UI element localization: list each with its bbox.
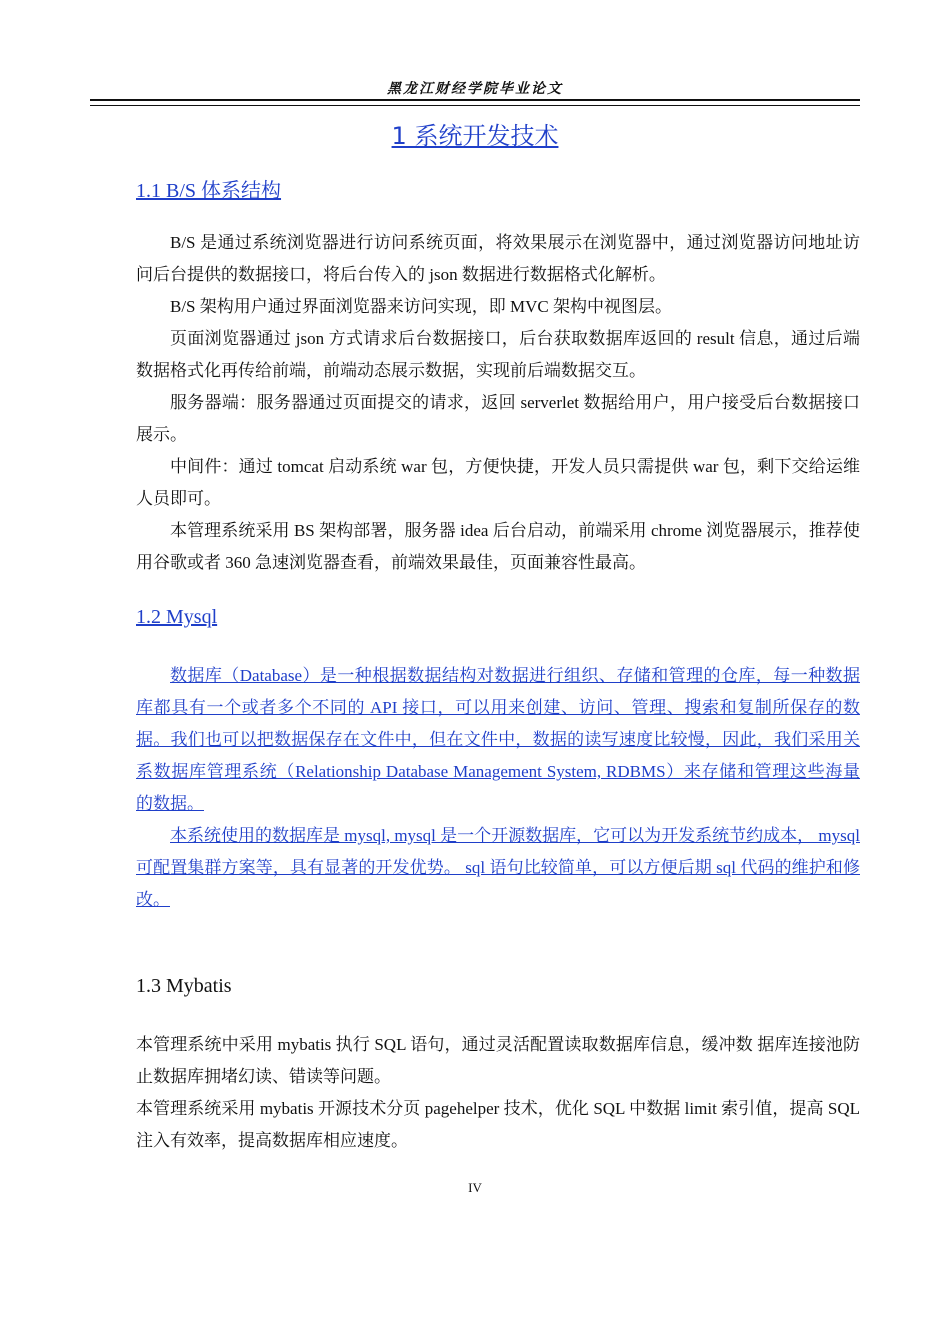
paragraph: 本管理系统中采用 mybatis 执行 SQL 语句，通过灵活配置读取数据库信息，缓冲数 据库连接池防止数据库拥堵幻读、错读等问题。 (136, 1035, 860, 1086)
paragraph: 中间件：通过 tomcat 启动系统 war 包，方便快捷，开发人员只需提供 war 包，剩下交给运维人员即可。 (136, 457, 860, 508)
paragraph: B/S 是通过系统浏览器进行访问系统页面，将效果展示在浏览器中，通过浏览器访问地址访问后台提供的数据接口，将后台传入的 json 数据进行数据格式化解析。 (136, 233, 860, 284)
section-body-mysql (136, 660, 860, 916)
paragraph: 服务器端：服务器通过页面提交的请求，返回 serverlet 数据给用户，用户接受后台数据接口展示。 (136, 393, 860, 444)
paragraph: B/S 架构用户通过界面浏览器来访问实现，即 MVC 架构中视图层。 (170, 297, 672, 316)
section-heading-mysql[interactable]: 1.2 Mysql (136, 606, 218, 628)
running-header: 黑龙江财经学院毕业论文 (387, 81, 563, 97)
page-number: IV (468, 1180, 482, 1195)
section-body-bs-architecture (136, 227, 860, 579)
section-heading-bs-architecture[interactable]: 1.1 B/S 体系结构 (136, 180, 282, 202)
paragraph: 页面浏览器通过 json 方式请求后台数据接口，后台获取数据库返回的 result 信息，通过后端数据格式化再传给前端，前端动态展示数据，实现前后端数据交互。 (136, 329, 860, 380)
section-heading-mybatis: 1.3 Mybatis (136, 975, 232, 997)
paragraph: 本管理系统采用 mybatis 开源技术分页 pagehelper 技术，优化 SQL 中数据 limit 索引值，提高 SQL 注入有效率，提高数据库相应速度。 (136, 1099, 860, 1150)
header-rule (90, 99, 860, 106)
paragraph-link[interactable]: 本系统使用的数据库是 mysql, mysql 是一个开源数据库，它可以为开发系统节约成本， mysql 可配置集群方案等，具有显著的开发优势。 sql 语句比较简单，可以方便后期 sql 代码的维护和修改。 (136, 826, 860, 909)
section-body-mybatis (136, 1029, 860, 1157)
paragraph: 本管理系统采用 BS 架构部署，服务器 idea 后台启动，前端采用 chrome 浏览器展示，推荐使用谷歌或者 360 急速浏览器查看，前端效果最佳，页面兼容性最高。 (136, 521, 860, 572)
chapter-title[interactable]: 1 系统开发技术 (391, 122, 559, 150)
paragraph-link[interactable]: 数据库（Database）是一种根据数据结构对数据进行组织、存储和管理的仓库，每一种数据库都具有一个或者多个不同的 API 接口，可以用来创建、访问、管理、搜索和复制所保存的数据。我们也可以把数据保存在文件中，但在文件中，数据的读写速度比较慢，因此，我们采用关系数据库管理系统（Relationship Database Management System, RDBMS）来存储和管理这些海量的数据。 (136, 666, 860, 813)
